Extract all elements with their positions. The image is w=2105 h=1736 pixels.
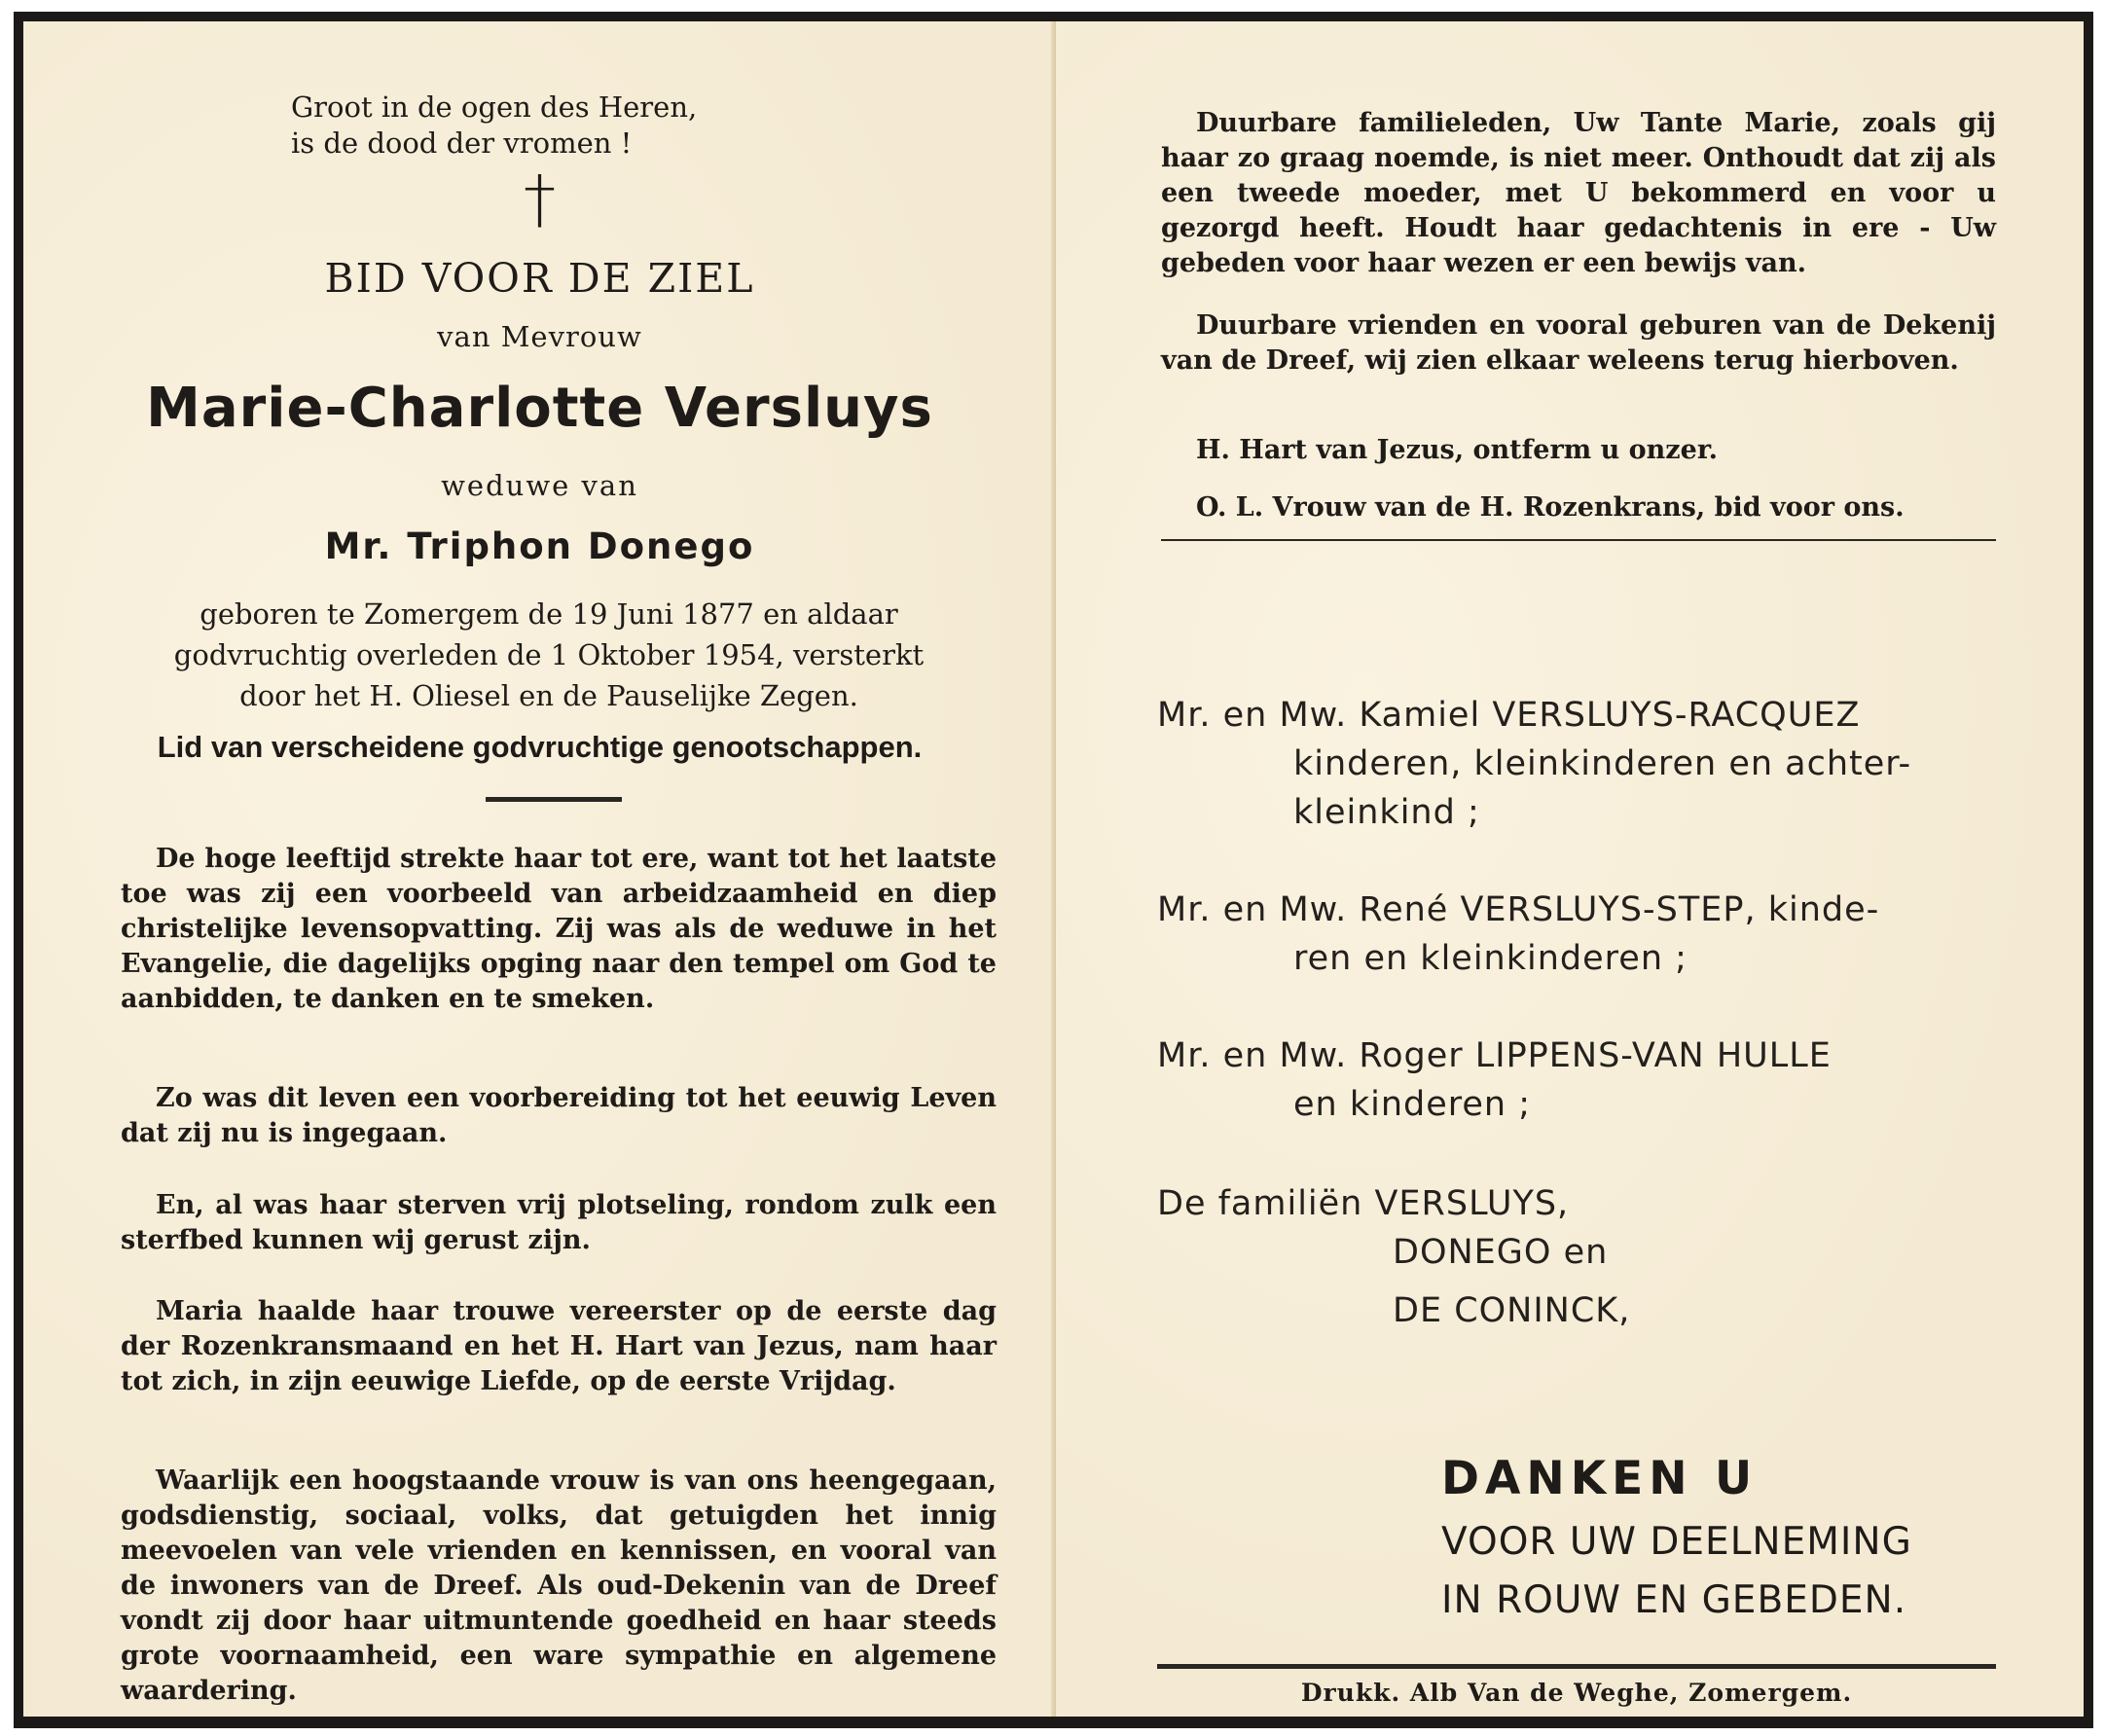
widow-of: weduwe van (441, 469, 638, 502)
quote-line: is de dood der vromen ! (291, 127, 633, 160)
printer-credit: Drukk. Alb Van de Weghe, Zomergem. (1300, 1679, 1853, 1707)
divider (486, 797, 622, 802)
family-entry: Mr. en Mw. Kamiel VERSLUYS-RACQUEZ (1157, 696, 1861, 735)
divider (1157, 1664, 1996, 1669)
family-entry-cont: en kinderen ; (1293, 1085, 1532, 1124)
birth-line: door het H. Oliesel en de Pauselijke Zegen. (239, 679, 858, 712)
husband-name: Mr. Triphon Donego (324, 525, 755, 567)
paragraph-text: En, al was haar sterven vrij plotseling, rondom zulk een sterfbed kunnen wij gerust zijn. (121, 1190, 997, 1255)
friends-message (1161, 308, 1996, 379)
paragraph-text: Maria haalde haar trouwe vereerster op de eerste dag der Rozenkransmaand en het H. Hart van Jezus, nam haar tot zich, in zijn eeuwige Liefde, op de eerste Vrijdag. (121, 1296, 997, 1396)
divider (1161, 539, 1996, 541)
quote-line: Groot in de ogen des Heren, (291, 90, 698, 124)
thanks-heading: DANKEN U (1441, 1452, 1759, 1505)
paragraph-text: Zo was dit leven een voorbereiding tot het eeuwig Leven dat zij nu is ingegaan. (121, 1083, 997, 1148)
paragraph (121, 1294, 997, 1399)
right-page (1056, 21, 2084, 1717)
paragraph-text: Duurbare familieleden, Uw Tante Marie, zoals gij haar zo graag noemde, is niet meer. Onthoudt dat zij als een tweede moeder, met U bekommerd en voor u gezorgd heeft. Houdt haar gedachtenis in ere - Uw gebeden voor haar wezen er een bewijs van. (1161, 108, 1996, 278)
paragraph (121, 842, 997, 1017)
scripture-quote (121, 90, 997, 162)
cross-icon: † (524, 162, 556, 236)
family-entry-cont: DE CONINCK, (1393, 1291, 1631, 1330)
family-entry-cont: ren en kleinkinderen ; (1293, 939, 1688, 978)
paragraph-text: Duurbare vrienden en vooral geburen van de Dekenij van de Dreef, wij zien elkaar weleens terug hierboven. (1161, 310, 1996, 376)
paragraph-text: Waarlijk een hoogstaande vrouw is van ons heengegaan, godsdienstig, sociaal, volks, dat getuigden het innig meevoelen van vele vrienden en kennissen, en vooral van de inwoners van de Dreef. Als oud-Dekenin van de Dreef vondt zij door haar uitmuntende goedheid en haar steeds grote voornaamheid, een ware sympathie en algemene waardering. (121, 1465, 997, 1706)
paragraph-text: De hoge leeftijd strekte haar tot ere, want tot het laatste toe was zij een voorbeeld van arbeidzaamheid en diep christelijke levensopvatting. Zij was als de weduwe in het Evangelie, die dagelijks opging naar den tempel om God te aanbidden, te danken en te smeken. (121, 844, 997, 1014)
family-entry: De familiën VERSLUYS, (1157, 1184, 1570, 1223)
membership-line: Lid van verscheidene godvruchtige genootschappen. (157, 730, 923, 764)
family-entry-cont: kinderen, kleinkinderen en achter- (1293, 744, 1912, 783)
paragraph (121, 1081, 997, 1151)
birth-line: godvruchtig overleden de 1 Oktober 1954, versterkt (173, 638, 925, 671)
van-mevrouw: van Mevrouw (437, 320, 642, 353)
thanks-line: IN ROUW EN GEBEDEN. (1441, 1578, 1907, 1622)
family-entry: Mr. en Mw. René VERSLUYS-STEP, kinde- (1157, 890, 1880, 929)
family-entry: Mr. en Mw. Roger LIPPENS-VAN HULLE (1157, 1036, 1832, 1075)
prayer-line: O. L. Vrouw van de H. Rozenkrans, bid voor ons. (1196, 492, 1905, 523)
birth-death-info (121, 594, 977, 716)
birth-line: geboren te Zomergem de 19 Juni 1877 en aldaar (200, 597, 898, 631)
prayer-line: H. Hart van Jezus, ontferm u onzer. (1196, 435, 1718, 465)
family-entry-cont: kleinkind ; (1293, 793, 1480, 832)
memorial-card (14, 12, 2093, 1728)
paragraph (121, 1464, 997, 1709)
deceased-name: Marie-Charlotte Versluys (146, 377, 933, 440)
family-entry-cont: DONEGO en (1393, 1233, 1609, 1272)
family-message (1161, 106, 1996, 281)
prayer-heading: BID VOOR DE ZIEL (324, 255, 755, 302)
left-page (23, 21, 1056, 1717)
thanks-line: VOOR UW DEELNEMING (1441, 1520, 1912, 1564)
paragraph (121, 1188, 997, 1258)
